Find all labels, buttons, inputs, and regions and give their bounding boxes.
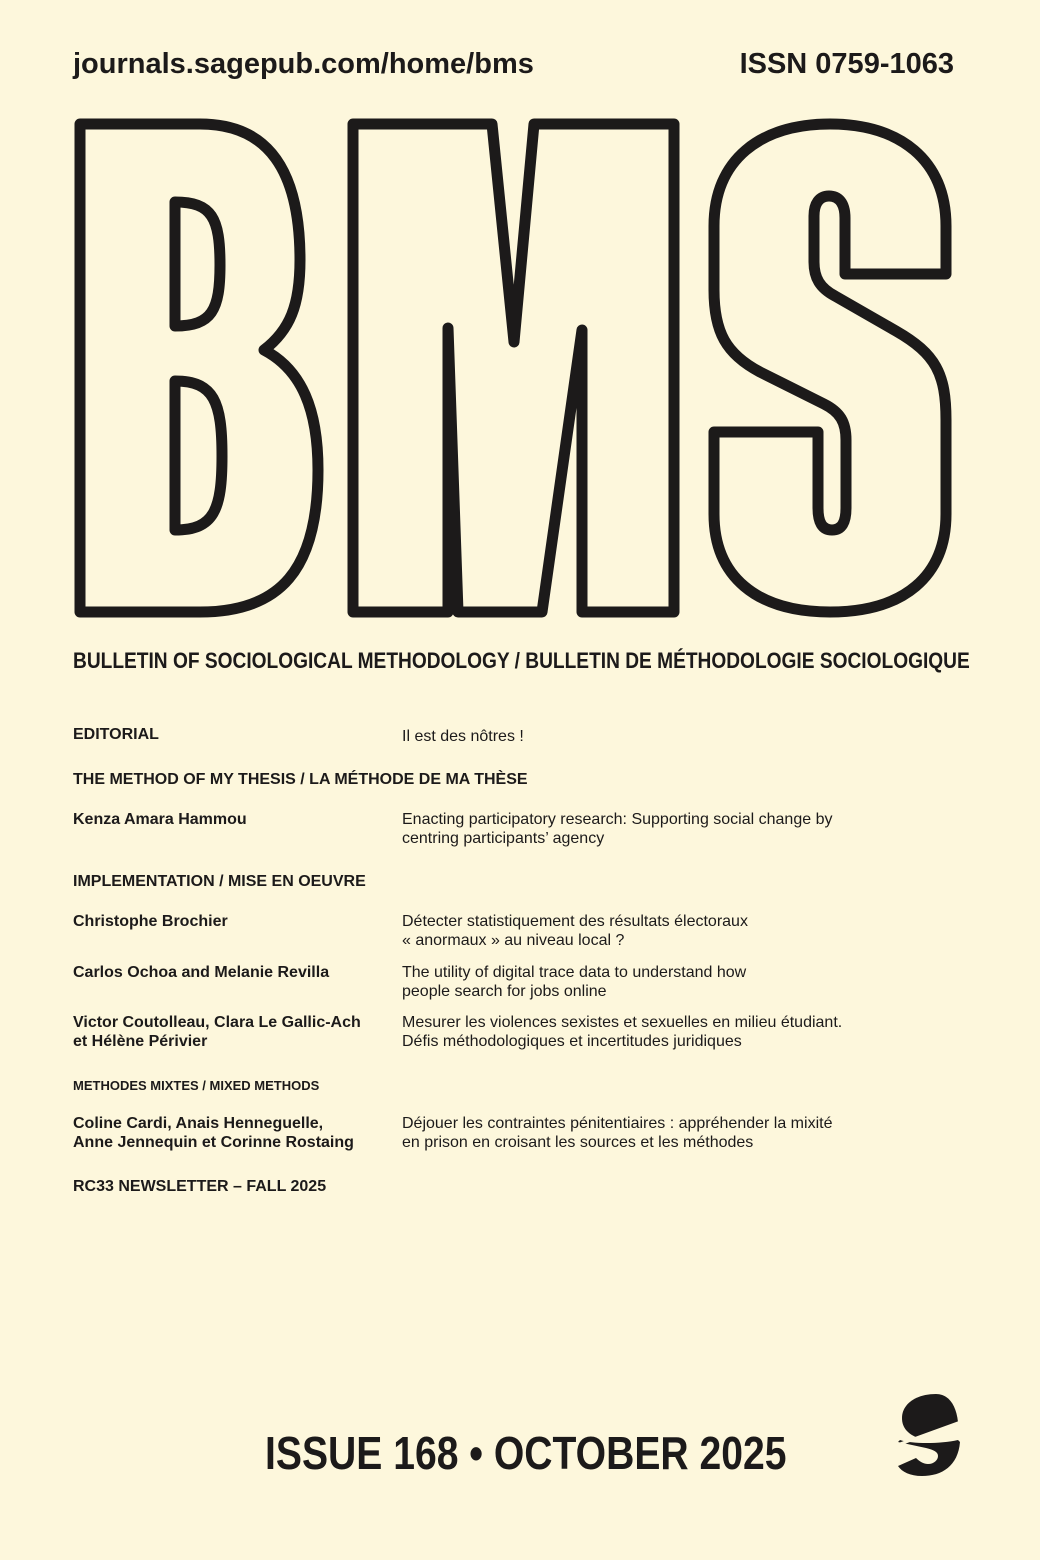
toc-article-title	[402, 912, 962, 950]
toc-author-line: Coline Cardi, Anais Henneguelle,	[73, 1115, 324, 1132]
logo-letter-b-lower-counter	[175, 381, 222, 530]
toc-title-line: Enacting participatory research: Supporting social change by	[402, 811, 833, 828]
toc-title-line: Mesurer les violences sexistes et sexuelles en milieu étudiant.	[402, 1014, 843, 1031]
toc-author-line: Carlos Ochoa and Melanie Revilla	[73, 964, 330, 981]
toc-author-line: et Hélène Périvier	[73, 1033, 208, 1050]
section-heading-mixed-methods: METHODES MIXTES / MIXED METHODS	[73, 1078, 320, 1093]
logo-letter-b	[80, 124, 318, 612]
toc-title-line: Détecter statistiquement des résultats électoraux	[402, 913, 748, 930]
toc-title-line: Déjouer les contraintes pénitentiaires : appréhender la mixité	[402, 1115, 833, 1132]
toc-author-line: Christophe Brochier	[73, 913, 228, 930]
toc-title-line: en prison en croisant les sources et les méthodes	[402, 1134, 754, 1151]
toc-article-title	[402, 810, 962, 848]
section-heading-thesis: THE METHOD OF MY THESIS / LA MÉTHODE DE MA THÈSE	[73, 771, 528, 788]
sage-s-logo-icon	[896, 1392, 962, 1478]
toc-title-line: people search for jobs online	[402, 983, 607, 1000]
toc-author-line: Victor Coutolleau, Clara Le Gallic-Ach	[73, 1014, 361, 1031]
journal-url: journals.sagepub.com/home/bms	[73, 48, 534, 80]
editorial-label: EDITORIAL	[73, 726, 159, 743]
toc-article-title	[402, 1114, 962, 1152]
editorial-title: Il est des nôtres !	[402, 728, 524, 745]
newsletter-heading: RC33 NEWSLETTER – FALL 2025	[73, 1178, 327, 1195]
issue-line: ISSUE 168 • OCTOBER 2025	[265, 1427, 787, 1479]
journal-subtitle: BULLETIN OF SOCIOLOGICAL METHODOLOGY / BULLETIN DE MÉTHODOLOGIE SOCIOLOGIQUE	[73, 648, 970, 673]
toc-title-line: centring participants’ agency	[402, 830, 605, 847]
toc-author-line: Anne Jennequin et Corinne Rostaing	[73, 1134, 354, 1151]
section-heading-implementation: IMPLEMENTATION / MISE EN OEUVRE	[73, 873, 366, 890]
bms-logo	[0, 0, 1040, 640]
logo-letter-m	[353, 124, 674, 612]
toc-article-title	[402, 963, 962, 1001]
logo-letter-s	[714, 124, 946, 612]
toc-author	[73, 1114, 393, 1152]
logo-letter-b-upper-counter	[175, 202, 220, 326]
toc-article-title	[402, 1013, 962, 1051]
issn: ISSN 0759-1063	[739, 48, 954, 80]
toc-title-line: Défis méthodologiques et incertitudes juridiques	[402, 1033, 742, 1050]
toc-title-line: The utility of digital trace data to understand how	[402, 964, 747, 981]
toc-author	[73, 963, 393, 982]
toc-author	[73, 1013, 393, 1051]
toc-author	[73, 912, 393, 931]
toc-author: Kenza Amara Hammou	[73, 811, 247, 828]
toc-title-line: « anormaux » au niveau local ?	[402, 932, 625, 949]
